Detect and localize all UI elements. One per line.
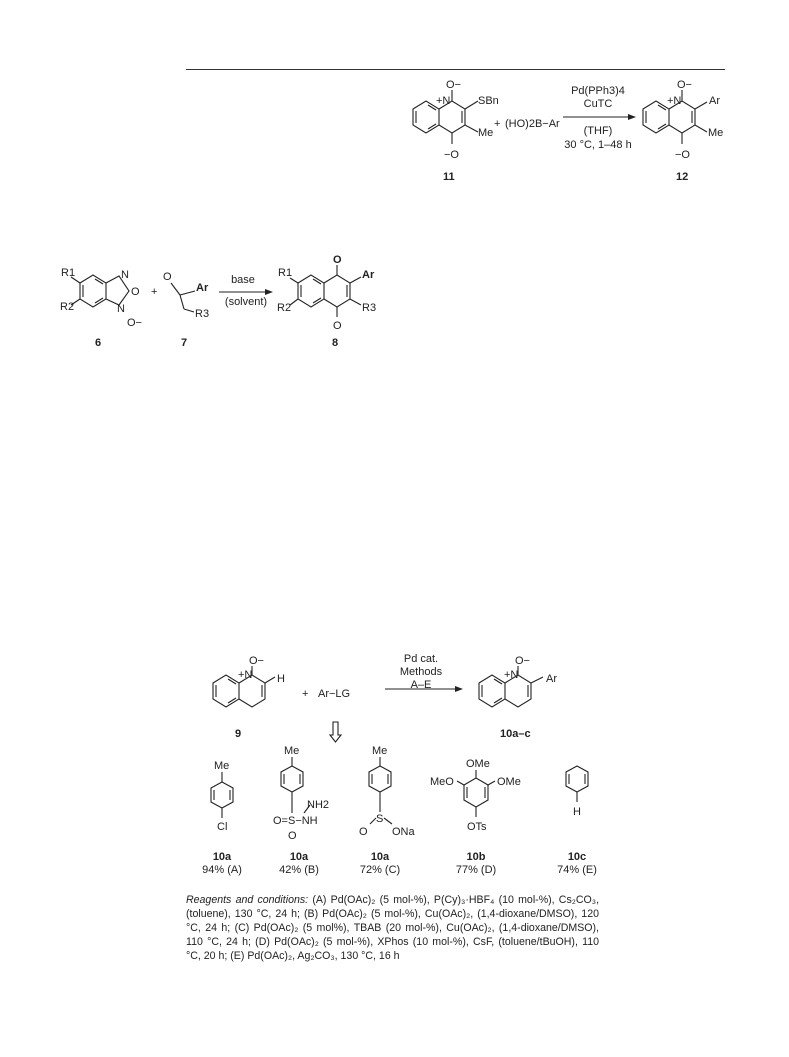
arene-4-ome-right: OMe	[497, 776, 521, 788]
n-oxide-6: N	[117, 303, 125, 315]
arene-3-compound: 10a	[370, 851, 390, 863]
plus-sign-bottom: +	[302, 688, 309, 700]
me-label: Me	[478, 127, 494, 139]
r2-label: R2	[60, 301, 75, 313]
arene-3-ona: ONa	[392, 826, 415, 838]
ar-label-10: Ar	[546, 673, 557, 685]
arene-4-compound: 10b	[466, 851, 486, 863]
arene-2-nh2: NH2	[307, 799, 330, 811]
solvent-label-left: (solvent)	[224, 296, 268, 308]
arene-4-structure	[457, 770, 495, 817]
conditions-body: (A) Pd(OAc)₂ (5 mol-%), P(Cy)₃·HBF₄ (10 mol-%), Cs₂CO₃, (toluene), 130 °C, 24 h; (B) Pd(OAc)₂ (5 mol-%), Cu(OAc)₂, (1,4-dioxane/DMSO), 120 °C, 24 h; (C) Pd(OAc)₂ (5 mol%), TBAB (20 mol-%), Cu(OAc)₂, (1,4-dioxane/DMSO), 110 °C, 24 h; (D) Pd(OAc)₂ (5 mol-%), XPhos (10 mol-%), CsF, (toluene/tBuOH), 110 °C, 20 h; (E) Pd(OAc)₂, Ag₂CO₃, 130 °C, 16 h	[186, 894, 600, 963]
reagent-pd-label: Pd(PPh3)4	[571, 85, 625, 97]
oxide-o-8: O	[333, 254, 342, 266]
arene-4-ots: OTs	[467, 821, 487, 833]
arene-2-o: O	[288, 830, 297, 842]
compound-10-label: 10a–c	[500, 728, 531, 740]
arene-5-structure	[566, 766, 588, 802]
compound-12-label: 12	[676, 171, 689, 183]
product-me-label: Me	[708, 127, 724, 139]
product-oxide-label: O−	[677, 79, 692, 91]
conditions-lead: Reagents and conditions:	[186, 894, 309, 906]
r3-label: R3	[195, 308, 210, 320]
arene-4-meo: MeO	[430, 776, 454, 788]
nplus-10: +N	[504, 669, 519, 681]
plus-sign-left: +	[151, 286, 158, 298]
compound-9-label: 9	[235, 728, 242, 740]
r1-label-8: R1	[278, 267, 293, 279]
arene-2-me: Me	[284, 745, 300, 757]
arene-5-compound: 10c	[567, 851, 587, 863]
arene-5-yield: 74% (E)	[557, 864, 597, 876]
methods-label: Methods	[399, 666, 443, 678]
arene-2-compound: 10a	[289, 851, 309, 863]
compound-7-label: 7	[181, 337, 188, 349]
arene-1-cl: Cl	[217, 821, 228, 833]
h-label-9: H	[277, 673, 285, 685]
n-oxide-top-label: O−	[446, 79, 461, 91]
oxide-o-bottom-8: O	[333, 320, 342, 332]
solvent-label: (THF)	[583, 125, 613, 137]
o-label-6: O	[131, 286, 140, 298]
base-label: base	[231, 274, 255, 286]
sbn-label: SBn	[478, 95, 499, 107]
arene-3-me: Me	[372, 745, 388, 757]
compound-6-label: 6	[95, 337, 102, 349]
product-ar-label: Ar	[709, 95, 720, 107]
product-nplus-label: +N	[667, 95, 682, 107]
arene-5-h: H	[573, 806, 581, 818]
ketone-ar-label: Ar	[196, 282, 209, 294]
plus-sign: +	[494, 118, 501, 130]
arene-2-structure	[281, 757, 310, 813]
arene-3-o: O	[359, 826, 368, 838]
ar-label-8: Ar	[362, 269, 375, 281]
arene-2-sulfonyl: O=S−NH	[273, 815, 318, 827]
arene-1-yield: 94% (A)	[202, 864, 242, 876]
pd-cat-label: Pd cat.	[403, 653, 439, 665]
arene-1-me: Me	[214, 760, 230, 772]
compound-11-label: 11	[443, 171, 455, 183]
boronic-acid-label: (HO)2B−Ar	[505, 118, 560, 130]
arene-1-structure	[211, 772, 233, 818]
o-minus-6: O−	[127, 317, 142, 329]
nplus-9: +N	[238, 669, 253, 681]
ar-lg-label: Ar−LG	[318, 688, 351, 700]
r1-label: R1	[61, 267, 76, 279]
hollow-down-arrow	[330, 722, 341, 742]
compound-8-label: 8	[332, 337, 339, 349]
r3-label-8: R3	[362, 302, 377, 314]
product-o-minus-label: −O	[675, 149, 690, 161]
oxide-9: O−	[249, 655, 264, 667]
o-minus-bottom-label: −O	[444, 149, 459, 161]
a-e-label: A–E	[410, 679, 432, 691]
r2-label-8: R2	[277, 302, 292, 314]
conditions-label: 30 °C, 1–48 h	[564, 139, 632, 151]
arene-3-s: S	[376, 813, 384, 825]
ketone-o-label: O	[163, 271, 172, 283]
arene-4-ome-top: OMe	[466, 758, 490, 770]
arene-1-compound: 10a	[212, 851, 232, 863]
reagents-conditions-caption	[186, 893, 599, 963]
reagent-cutc-label: CuTC	[583, 98, 613, 110]
n-plus-label: +N	[436, 95, 451, 107]
arene-3-yield: 72% (C)	[359, 864, 401, 876]
arene-4-yield: 77% (D)	[455, 864, 497, 876]
oxide-10: O−	[515, 655, 530, 667]
arene-2-yield: 42% (B)	[279, 864, 319, 876]
n-label-6: N	[121, 269, 129, 281]
